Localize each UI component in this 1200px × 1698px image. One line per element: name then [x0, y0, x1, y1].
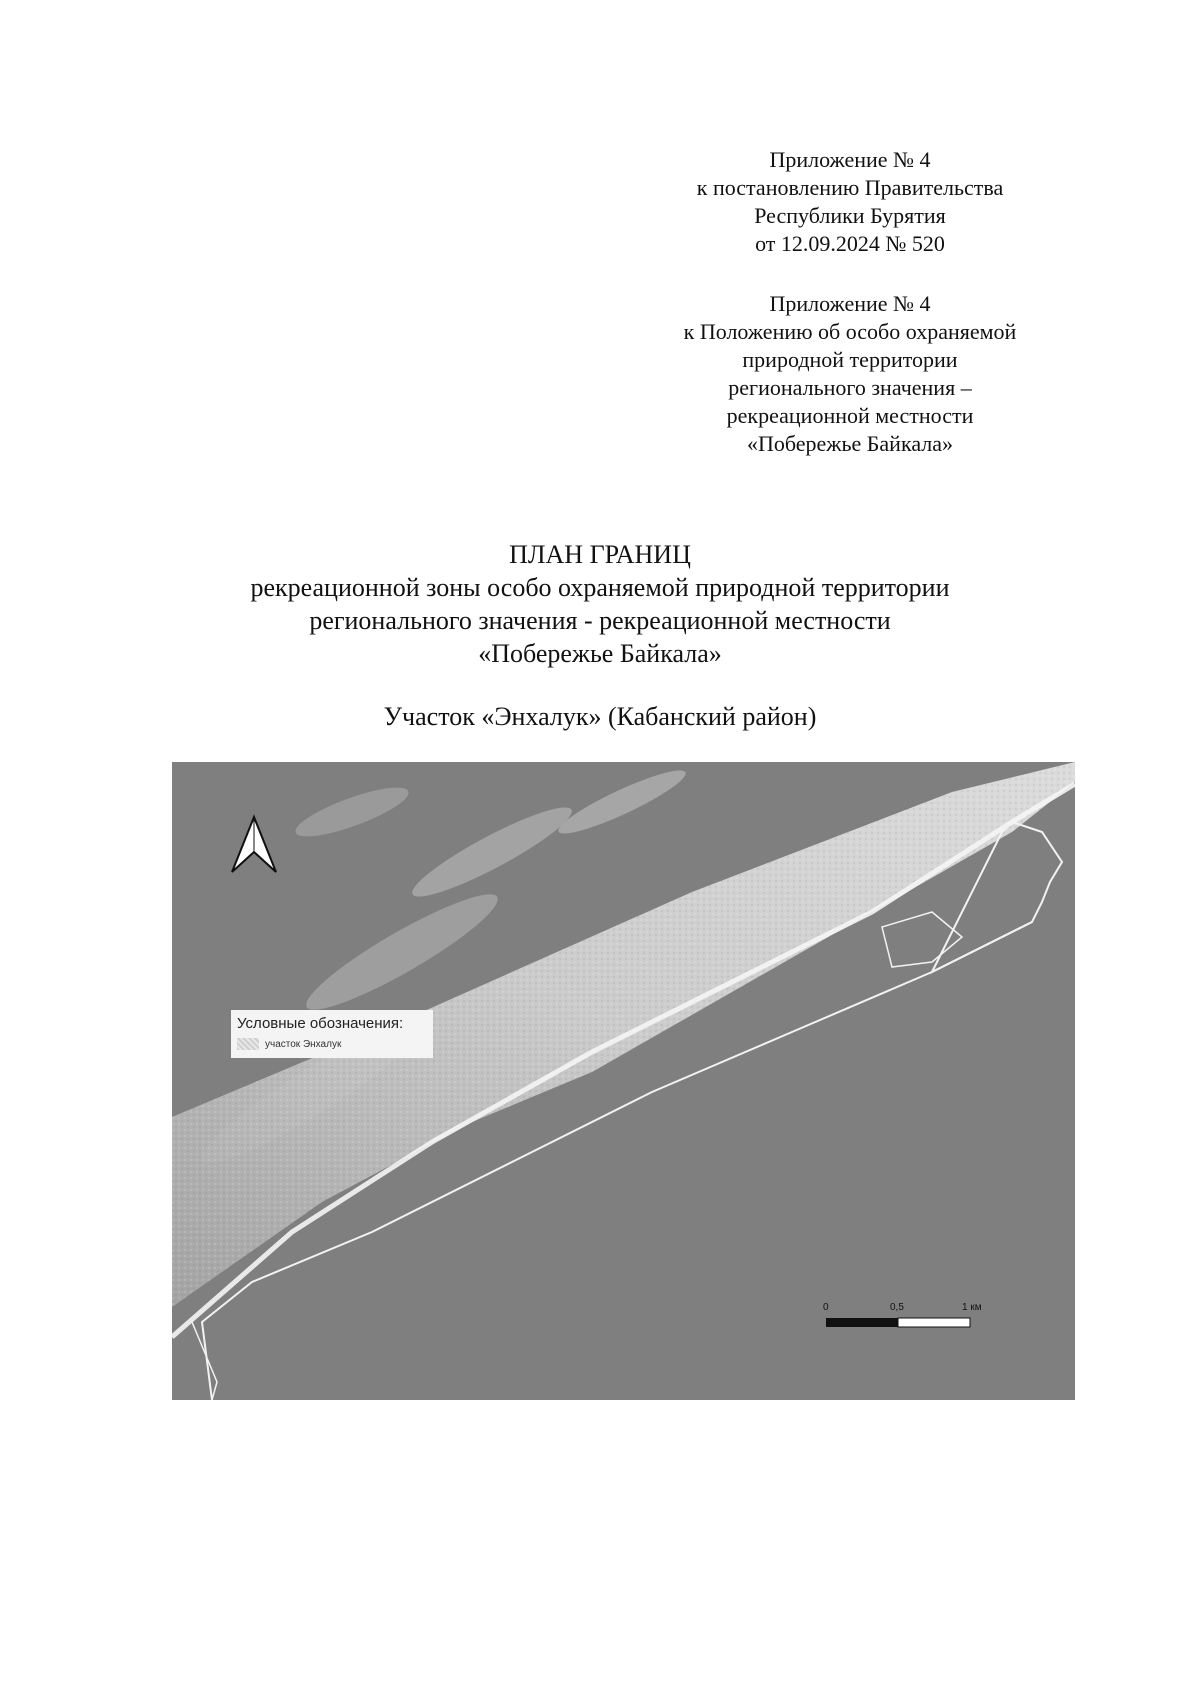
- map-legend: [231, 1010, 433, 1058]
- scale-bar: [826, 1318, 970, 1327]
- legend-title: Условные обозначения:: [237, 1015, 404, 1032]
- legend-item-label: участок Энхалук: [265, 1038, 342, 1050]
- appendix-line: Республики Бурятия: [754, 203, 946, 228]
- boundary-map: [172, 762, 1075, 1400]
- plot-name: Участок «Энхалук» (Кабанский район): [383, 702, 817, 731]
- appendix-header-regulation: [640, 290, 1060, 458]
- title-line: «Побережье Байкала»: [478, 639, 722, 668]
- appendix-line: к постановлению Правительства: [696, 175, 1004, 200]
- title-line: ПЛАН ГРАНИЦ: [509, 540, 691, 569]
- document-title: [0, 538, 1200, 670]
- site-inner-plot: [882, 912, 962, 967]
- appendix-line: рекреационной местности: [726, 403, 974, 428]
- scale-label-mid: 0,5: [890, 1302, 904, 1313]
- map-image: [172, 762, 1075, 1400]
- appendix-header-resolution: [640, 146, 1060, 258]
- legend-swatch: [237, 1038, 259, 1050]
- appendix-line: регионального значения –: [728, 375, 972, 400]
- title-line: рекреационной зоны особо охраняемой природной территории: [250, 573, 950, 602]
- appendix-line: «Побережье Байкала»: [746, 431, 954, 456]
- appendix-line: к Положению об особо охраняемой: [683, 319, 1017, 344]
- north-arrow-icon: [232, 817, 276, 872]
- scale-label-start: 0: [823, 1302, 829, 1313]
- scale-label-end: 1 км: [962, 1302, 982, 1313]
- appendix-line: Приложение № 4: [769, 291, 931, 316]
- appendix-line: природной территории: [742, 347, 958, 372]
- legend-item: [237, 1038, 341, 1050]
- title-line: регионального значения - рекреационной местности: [309, 606, 891, 635]
- appendix-line: от 12.09.2024 № 520: [755, 231, 945, 256]
- appendix-line: Приложение № 4: [769, 147, 931, 172]
